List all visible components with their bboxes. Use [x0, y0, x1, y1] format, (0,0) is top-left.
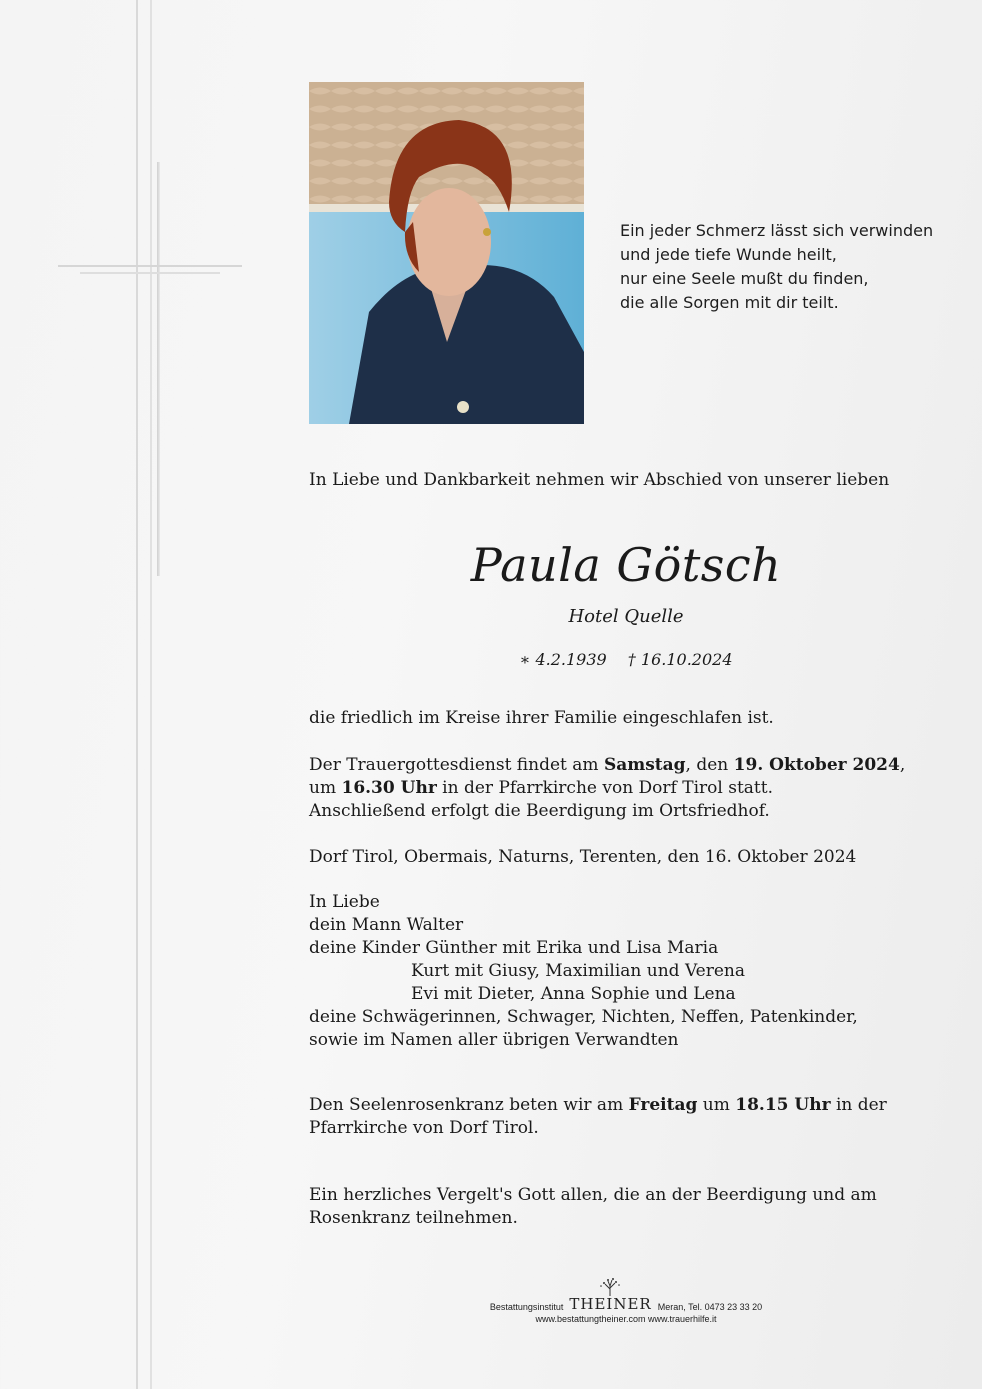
thanks-text [309, 1184, 877, 1230]
brand-name: THEINER [569, 1295, 652, 1313]
footer-prefix: Bestattungsinstitut [489, 1302, 564, 1312]
tree-icon [595, 1278, 625, 1296]
passing-text: die friedlich im Kreise ihrer Familie eingeschlafen ist. [309, 708, 774, 728]
brand-logo [569, 1296, 651, 1312]
poem [620, 219, 933, 315]
family-list [309, 891, 858, 1052]
funeral-line: Der Trauergottesdienst findet am Samstag, den 19. Oktober 2024, [309, 755, 906, 775]
frame-line-outer [136, 0, 138, 1389]
thanks-line: Rosenkranz teilnehmen. [309, 1208, 518, 1228]
thanks-line: Ein herzliches Vergelt's Gott allen, die an der Beerdigung und am [309, 1185, 877, 1205]
funeral-line: um 16.30 Uhr in der Pfarrkirche von Dorf Tirol statt. [309, 778, 773, 798]
rosary-line: Pfarrkirche von Dorf Tirol. [309, 1118, 539, 1138]
intro-text: In Liebe und Dankbarkeit nehmen wir Abschied von unserer lieben [309, 470, 890, 490]
poem-line: und jede tiefe Wunde heilt, [620, 245, 837, 264]
poem-line: nur eine Seele mußt du finden, [620, 269, 869, 288]
family-line: sowie im Namen aller übrigen Verwandten [309, 1030, 679, 1050]
rosary-line: Den Seelenrosenkranz beten wir am Freitag um 18.15 Uhr in der [309, 1095, 887, 1115]
death-date: † 16.10.2024 [627, 650, 733, 669]
family-line: deine Kinder Günther mit Erika und Lisa Maria [309, 938, 719, 958]
deceased-subtitle: Hotel Quelle [568, 606, 684, 627]
poem-line: Ein jeder Schmerz lässt sich verwinden [620, 221, 934, 240]
funeral-service-text [309, 754, 905, 823]
footer-websites: www.bestattungtheiner.com www.trauerhilfe.it [535, 1314, 717, 1324]
frame-line-inner [150, 0, 152, 1389]
footer-contact: Meran, Tel. 0473 23 33 20 [657, 1302, 763, 1312]
funeral-line: Anschließend erfolgt die Beerdigung im Ortsfriedhof. [309, 801, 770, 821]
family-line: In Liebe [309, 892, 380, 912]
deceased-name: Paula Götsch [470, 538, 782, 592]
rosary-text [309, 1094, 887, 1140]
place-date-line: Dorf Tirol, Obermais, Naturns, Terenten, den 16. Oktober 2024 [309, 847, 857, 867]
family-line: dein Mann Walter [309, 915, 464, 935]
family-line: Evi mit Dieter, Anna Sophie und Lena [411, 984, 736, 1004]
portrait-photo [309, 82, 584, 424]
funeral-home-footer [0, 1296, 982, 1324]
family-line: Kurt mit Giusy, Maximilian und Verena [411, 961, 745, 981]
birth-date: ∗ 4.2.1939 [519, 650, 607, 669]
poem-line: die alle Sorgen mit dir teilt. [620, 293, 839, 312]
life-dates [0, 650, 982, 669]
family-line: deine Schwägerinnen, Schwager, Nichten, Neffen, Patenkinder, [309, 1007, 858, 1027]
